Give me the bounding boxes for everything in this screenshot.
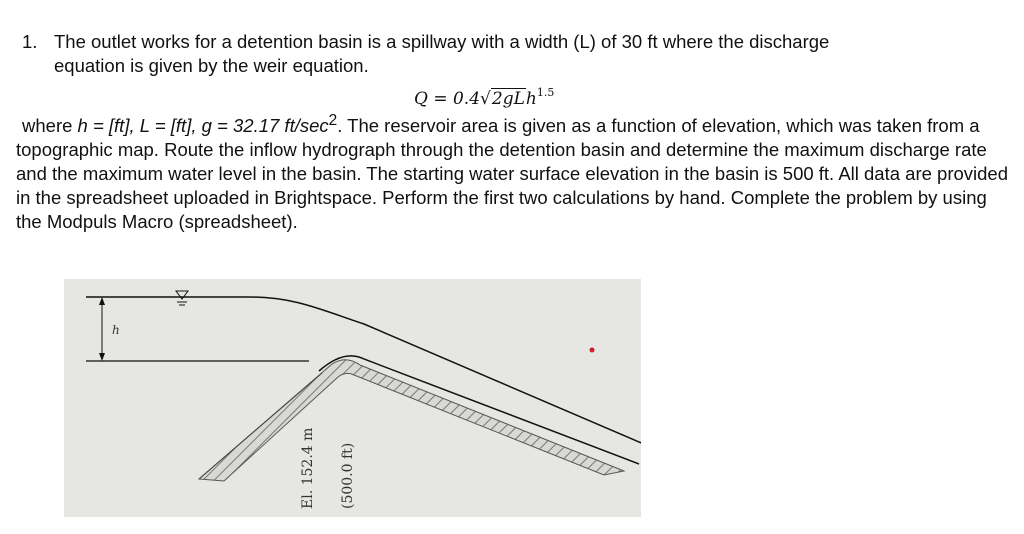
problem-body: . The reservoir area is given as a function of elevation, which was taken from a topographic map. Route the inflow hydrograph through the detention basin and determine the maximum discharge rate and the maximum water level in the basin. The starting water surface elevation in the basin is 500 ft. All data are provided in the spreadsheet uploaded in Brightspace. Perform the first two calculations by hand. Complete the problem by using the Modpuls Macro (spreadsheet).	[16, 115, 1009, 233]
equation-exponent: 1.5	[536, 86, 555, 99]
where-superscript: 2	[328, 112, 338, 129]
where-variables: h = [ft], L = [ft], g = 32.17 ft/sec	[77, 115, 329, 137]
problem-paragraph	[16, 109, 1016, 234]
equation-h: h	[525, 89, 537, 109]
problem-number: 1.	[22, 31, 38, 52]
where-prefix: where	[22, 115, 78, 137]
problem-text-line1: The outlet works for a detention basin is a spillway with a width (L) of 30 ft where the discharge	[54, 31, 830, 52]
spillway-figure	[64, 279, 641, 517]
equation-radicand: 2gL	[491, 89, 525, 109]
sqrt-symbol: √	[480, 89, 491, 109]
problem-line-2: equation is given by the weir equation.	[54, 55, 369, 76]
h-label: h	[112, 323, 120, 337]
weir-equation	[414, 86, 554, 109]
red-dot-marker	[590, 348, 595, 353]
elevation-feet-label: (500.0 ft)	[340, 442, 356, 509]
spillway-diagram	[64, 279, 641, 517]
elevation-meters-label: El. 152.4 m	[300, 427, 316, 509]
problem-line-1	[22, 31, 829, 53]
equation-lhs: Q = 0.4	[414, 89, 481, 109]
